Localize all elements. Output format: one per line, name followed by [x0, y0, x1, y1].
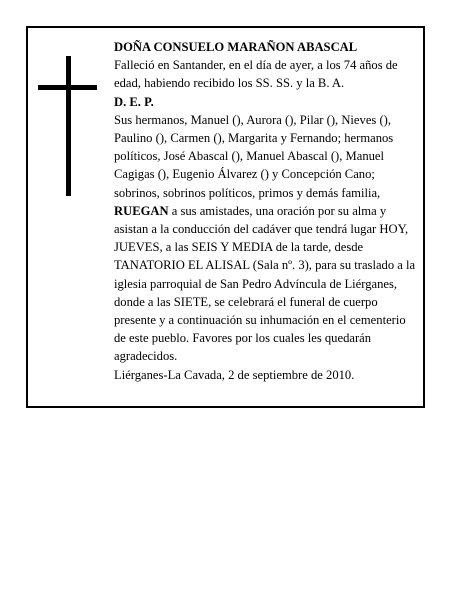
cross-horizontal-bar	[38, 85, 97, 90]
ruegan-label: RUEGAN	[114, 203, 169, 218]
family-list: Sus hermanos, Manuel (), Aurora (), Pilar (), Nieves (), Paulino (), Carmen (), Margarita y Fernando; hermanos políticos, José Abascal (), Manuel Abascal (), Manuel Cagigas (), Eugenio Álvarez () y Concepción Cano; sobrinos, sobrinos políticos, primos y demás familia,	[114, 112, 394, 200]
place-and-date: Liérganes-La Cavada, 2 de septiembre de 2010.	[114, 367, 355, 382]
rest-in-peace: D. E. P.	[114, 94, 154, 109]
funeral-details: a sus amistades, una oración por su alma y asistan a la conducción del cadáver que tendrá lugar HOY, JUEVES, a las SEIS Y MEDIA de la tarde, desde TANATORIO EL ALISAL (Sala nº. 3), para su traslado a la iglesia parroquial de San Pedro Advíncula de Liérganes, donde a las SIETE, se celebrará el funeral de cuerpo presente y a continuación su inhumación en el cementerio de este pueblo. Favores por los cuales les quedarán agradecidos.	[114, 203, 416, 364]
death-announcement: Falleció en Santander, en el día de ayer, a los 74 años de edad, habiendo recibido los SS. SS. y la B. A.	[114, 58, 398, 91]
funeral-request	[114, 202, 420, 366]
deceased-name: DOÑA CONSUELO MARAÑON ABASCAL	[114, 40, 358, 54]
cross-vertical-bar	[66, 56, 71, 196]
obituary-text	[114, 38, 420, 384]
